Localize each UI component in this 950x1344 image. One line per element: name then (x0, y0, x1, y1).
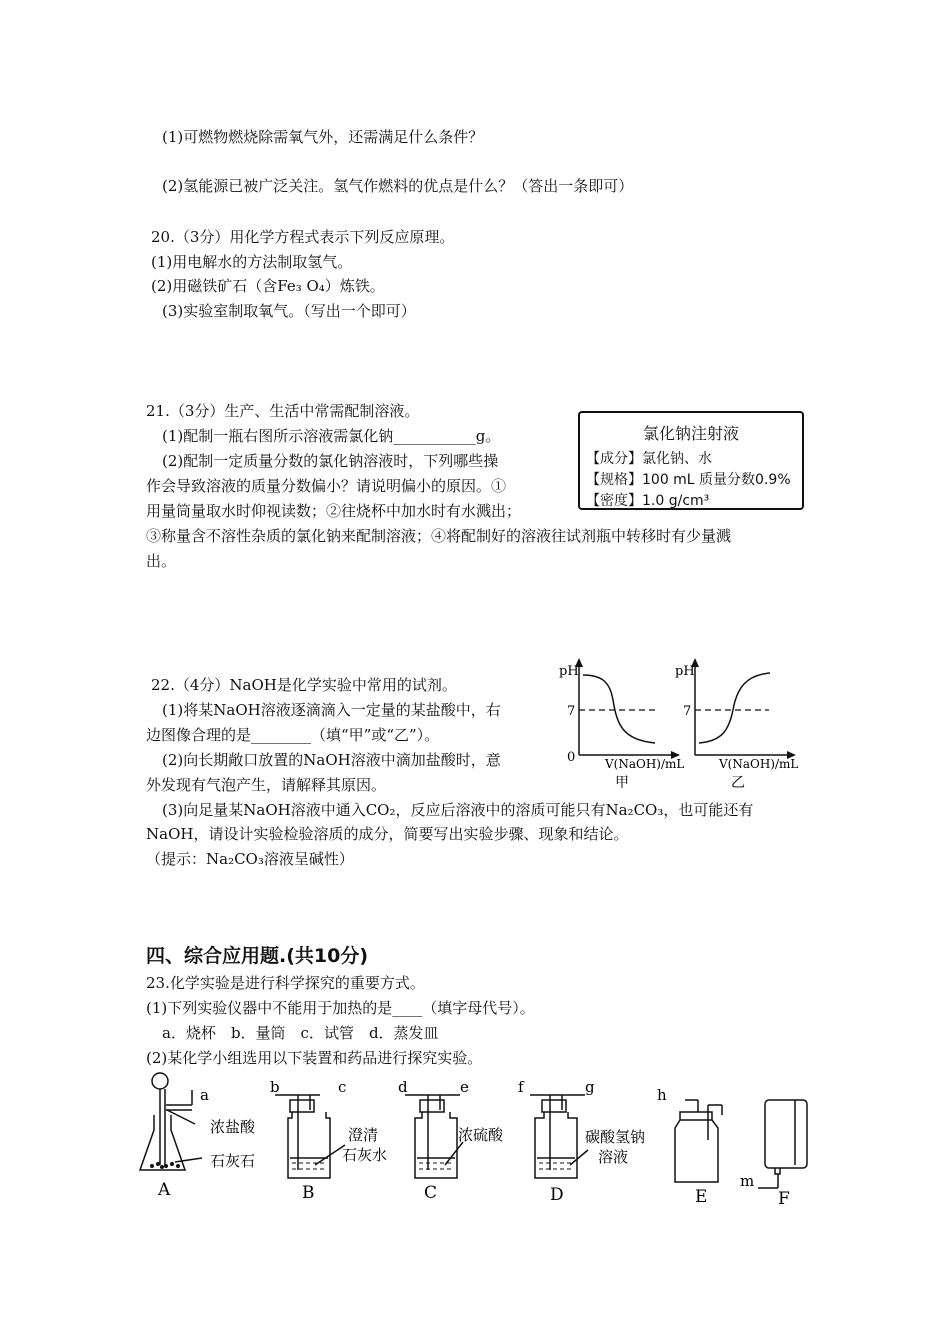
jia-seven: 7 (567, 704, 576, 719)
q21-stem: 21.（3分）生产、生活中常需配制溶液。 (146, 402, 420, 420)
q21-part2-line5: 出。 (146, 552, 177, 570)
apparatus-diagram (130, 1070, 810, 1210)
q23-stem: 23.化学实验是进行科学探究的重要方式。 (146, 974, 425, 992)
q23-options: a．烧杯 b．量筒 c．试管 d．蒸发皿 (162, 1024, 439, 1042)
label-limestone: 石灰石 (210, 1152, 256, 1170)
label-e: e (460, 1078, 469, 1096)
jia-ylabel: pH (559, 664, 579, 679)
q21-part1: (1)配制一瓶右图所示溶液需氯化钠___________g。 (162, 427, 501, 445)
jia-name: 甲 (615, 775, 629, 791)
label-d: d (398, 1078, 408, 1096)
saline-label-title: 氯化钠注射液 (642, 424, 739, 443)
label-B: B (302, 1183, 315, 1203)
saline-label-box (578, 411, 804, 510)
saline-label-ingredients: 【成分】氯化钠、水 (586, 451, 712, 467)
label-nahco3-2: 溶液 (598, 1148, 629, 1166)
label-E: E (695, 1187, 708, 1207)
q22-part1-line2: 边图像合理的是________（填“甲”或“乙”）。 (146, 726, 440, 744)
q23-part2: (2)某化学小组选用以下装置和药品进行探究实验。 (146, 1049, 483, 1067)
q19-part1: (1)可燃物燃烧除需氧气外，还需满足什么条件？ (162, 128, 484, 146)
q21-part2-line2: 作会导致溶液的质量分数偏小？请说明偏小的原因。① (146, 477, 507, 495)
label-F: F (778, 1189, 790, 1209)
label-C: C (424, 1183, 438, 1203)
label-limewater-2: 石灰水 (342, 1146, 388, 1164)
q21-part2-line3: 用量筒量取水时仰视读数；②往烧杯中加水时有水溅出； (146, 502, 522, 520)
ph-graphs (555, 655, 810, 795)
q22-stem: 22.（4分）NaOH是化学实验中常用的试剂。 (151, 676, 457, 694)
label-a: a (200, 1086, 209, 1104)
label-limewater-1: 澄清 (348, 1126, 379, 1144)
q20-part2: (2)用磁铁矿石（含Fe₃ O₄）炼铁。 (151, 277, 385, 295)
yi-seven: 7 (683, 704, 692, 719)
q20-stem: 20.（3分）用化学方程式表示下列反应原理。 (151, 228, 455, 246)
label-A: A (158, 1180, 171, 1200)
q20-part1: (1)用电解水的方法制取氢气。 (151, 253, 353, 271)
apparatus-a-flask (140, 1073, 202, 1170)
section4-heading: 四、综合应用题.(共10分) (146, 945, 369, 967)
ph-graph-yi (675, 658, 798, 791)
q21-part2-line1: (2)配制一定质量分数的氯化钠溶液时，下列哪些操 (162, 452, 499, 470)
q22-part3-line1: (3)向足量某NaOH溶液中通入CO₂，反应后溶液中的溶质可能只有Na₂CO₃，也可能还有 (162, 801, 754, 819)
label-h: h (657, 1086, 667, 1104)
saline-label-spec: 【规格】100 mL 质量分数0.9% (586, 472, 791, 488)
label-D: D (550, 1185, 564, 1205)
q22-part2-line1: (2)向长期敞口放置的NaOH溶液中滴加盐酸时，意 (162, 751, 501, 769)
label-h2so4: 浓硫酸 (458, 1126, 504, 1144)
yi-name: 乙 (731, 775, 745, 791)
label-g: g (585, 1078, 595, 1096)
label-nahco3-1: 碳酸氢钠 (585, 1128, 646, 1146)
label-f: f (518, 1078, 524, 1096)
yi-ylabel: pH (675, 664, 695, 679)
q22-part3-line2: NaOH，请设计实验检验溶质的成分，简要写出实验步骤、现象和结论。 (146, 825, 629, 843)
label-b: b (270, 1078, 280, 1096)
apparatus-f-bottle (758, 1100, 807, 1188)
q22-hint: （提示：Na₂CO₃溶液呈碱性） (146, 850, 354, 868)
q20-part3: (3)实验室制取氧气。（写出一个即可） (162, 302, 416, 320)
q23-part1: (1)下列实验仪器中不能用于加热的是____（填字母代号）。 (146, 999, 535, 1017)
yi-xlabel: V(NaOH)/mL (719, 757, 799, 771)
apparatus-b-bottle (275, 1095, 345, 1178)
label-hcl: 浓盐酸 (210, 1118, 256, 1136)
apparatus-e-bottle (675, 1100, 722, 1182)
q19-part2: (2)氢能源已被广泛关注。氢气作燃料的优点是什么？（答出一条即可） (162, 177, 634, 195)
apparatus-d-bottle (530, 1095, 588, 1178)
label-m: m (740, 1172, 755, 1190)
apparatus-c-bottle (405, 1095, 463, 1178)
label-c: c (338, 1078, 347, 1096)
q22-part1-line1: (1)将某NaOH溶液逐滴滴入一定量的某盐酸中，右 (162, 701, 501, 719)
saline-label-density: 【密度】1.0 g/cm³ (586, 493, 710, 509)
q21-part2-line4: ③称量含不溶性杂质的氯化钠来配制溶液；④将配制好的溶液往试剂瓶中转移时有少量溅 (146, 527, 732, 545)
jia-zero: 0 (567, 750, 576, 765)
ph-graph-jia (559, 658, 684, 791)
jia-xlabel: V(NaOH)/mL (605, 757, 685, 771)
q22-part2-line2: 外发现有气泡产生，请解释其原因。 (146, 776, 387, 794)
